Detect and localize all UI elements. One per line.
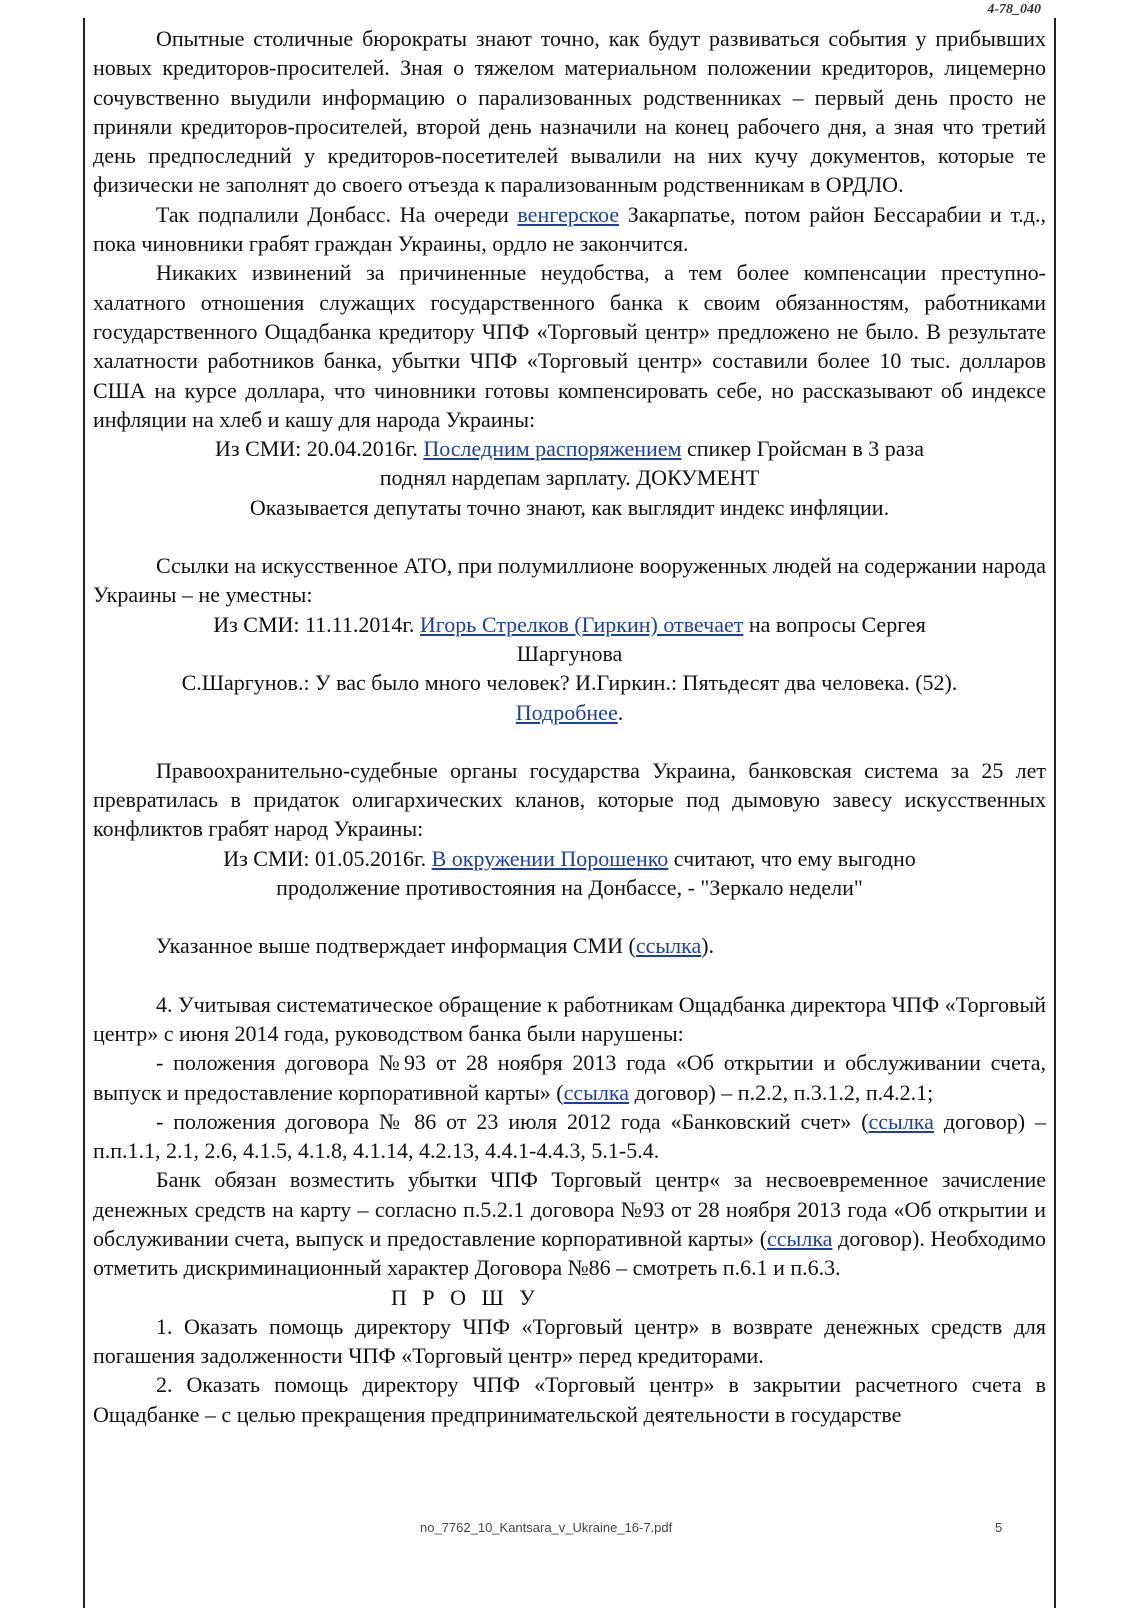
page-identifier: 4-78_040 bbox=[987, 2, 1041, 17]
request-heading: П Р О Ш У bbox=[391, 1284, 540, 1310]
request-item-2: 2. Оказать помощь директору ЧПФ «Торговый центр» в закрытии расчетного счета в Ощадбанке – с целью прекращения предпринимательской деятельности в государстве bbox=[93, 1372, 1046, 1427]
right-margin-rule bbox=[1054, 18, 1056, 1608]
link-contract-86[interactable]: ссылка bbox=[868, 1108, 934, 1134]
paragraph-confirmation: Указанное выше подтверждает информация СМИ (ссылка). bbox=[156, 933, 715, 959]
quote-poroshenko: Из СМИ: 01.05.2016г. В окружении Порошенко считают, что ему выгодно продолжение противостояния на Донбассе, - "Зеркало недели" bbox=[223, 845, 916, 901]
link-last-order[interactable]: Последним распоряжением bbox=[423, 436, 682, 462]
paragraph-bank-obliged: Банк обязан возместить убытки ЧПФ Торговый центр« за несвоевременное зачисление денежных средств на карту – согласно п.5.2.1 договора №93 от 28 ноября 2013 года «Об открытии и обслуживании счета, выпуск и предоставление корпоративной карты» (ссылка договор). Необходимо отметить дискриминационный характер Договора №86 – смотреть п.6.1 и п.6.3. bbox=[93, 1167, 1046, 1281]
link-hungarian[interactable]: венгерское bbox=[517, 201, 620, 227]
quote-strelkov: Из СМИ: 11.11.2014г. Игорь Стрелков (Гиркин) отвечает на вопросы Сергея Шаргунова С.Шаргунов.: У вас было много человек? И.Гиркин.: Пятьдесят два человека. (52). Подробнее. bbox=[181, 611, 958, 725]
link-confirmation[interactable]: ссылка bbox=[635, 933, 702, 959]
footer-filename: no_7762_10_Kantsara_v_Ukraine_16-7.pdf bbox=[420, 1520, 673, 1535]
footer-page-number: 5 bbox=[995, 1520, 1003, 1535]
left-margin-rule bbox=[83, 18, 85, 1608]
link-contract-93[interactable]: ссылка bbox=[563, 1079, 630, 1105]
quote-groysman: Из СМИ: 20.04.2016г. Последним распоряжением спикер Гройсман в 3 раза поднял нардепам зарплату. ДОКУМЕНТ Оказывается депутаты точно знают, как выглядит индекс инфляции. bbox=[214, 436, 925, 520]
paragraph-ato: Ссылки на искусственное АТО, при полумиллионе вооруженных людей на содержании народа Украины – не уместны: bbox=[93, 553, 1046, 608]
paragraph-donbass: Так подпалили Донбасс. На очереди венгерское Закарпатье, потом район Бессарабии и т.д., пока чиновники грабят граждан Украины, ордло не закончится. bbox=[93, 201, 1046, 257]
paragraph-law-enforcement: Правоохранительно-судебные органы государства Украина, банковская система за 25 лет превратилась в придаток олигархических кланов, которые под дымовую завесу искусственных конфликтов грабят народ Украины: bbox=[93, 757, 1046, 842]
paragraph-bureaucrats: Опытные столичные бюрократы знают точно, как будут развиваться события у прибывших новых кредиторов-просителей. Зная о тяжелом материальном положении кредиторов, лицемерно сочувственно выудили информацию о парализованных родственниках – первый день просто не приняли кредиторов-просителей, второй день назначили на конец рабочего дня, а зная что третий день предпоследний у кредиторов-посетителей вывалили на них кучу документов, которые те физически не заполнят до своего отъезда к парализованным родственникам в ОРДЛО. bbox=[93, 26, 1046, 198]
link-poroshenko[interactable]: В окружении Порошенко bbox=[431, 845, 669, 871]
paragraph-point-4: 4. Учитывая систематическое обращение к работникам Ощадбанка директора ЧПФ «Торговый центр» с июня 2014 года, руководством банка были нарушены: bbox=[93, 991, 1046, 1046]
link-strelkov[interactable]: Игорь Стрелков (Гиркин) отвечает bbox=[419, 611, 744, 637]
paragraph-contract-86: - положения договора № 86 от 23 июля 2012 года «Банковский счет» (ссылка договор) – п.п.1.1, 2.1, 2.6, 4.1.5, 4.1.8, 4.1.14, 4.2.13, 4.4.1-4.4.3, 5.1-5.4. bbox=[93, 1108, 1046, 1164]
document-body bbox=[93, 24, 1046, 1429]
paragraph-contract-93: - положения договора №93 от 28 ноября 2013 года «Об открытии и обслуживании счета, выпуск и предоставление корпоративной карты» (ссылка договор) – п.2.2, п.3.1.2, п.4.2.1; bbox=[93, 1050, 1046, 1105]
request-item-1: 1. Оказать помощь директору ЧПФ «Торговый центр» в возврате денежных средств для погашения задолженности ЧПФ «Торговый центр» перед кредиторами. bbox=[93, 1313, 1046, 1369]
paragraph-no-apologies: Никаких извинений за причиненные неудобства, а тем более компенсации преступно-халатного отношения служащих государственного банка к своим обязанностям, работниками государственного Ощадбанка кредитору ЧПФ «Торговый центр» предложено не было. В результате халатности работников банка, убытки ЧПФ «Торговый центр» составили более 10 тыс. долларов США на курсе доллара, что чиновники готовы компенсировать себе, но рассказывают об индексе инфляции на хлеб и кашу для народа Украины: bbox=[93, 260, 1046, 432]
link-details[interactable]: Подробнее bbox=[515, 699, 618, 725]
link-contract-card[interactable]: ссылка bbox=[767, 1225, 833, 1251]
